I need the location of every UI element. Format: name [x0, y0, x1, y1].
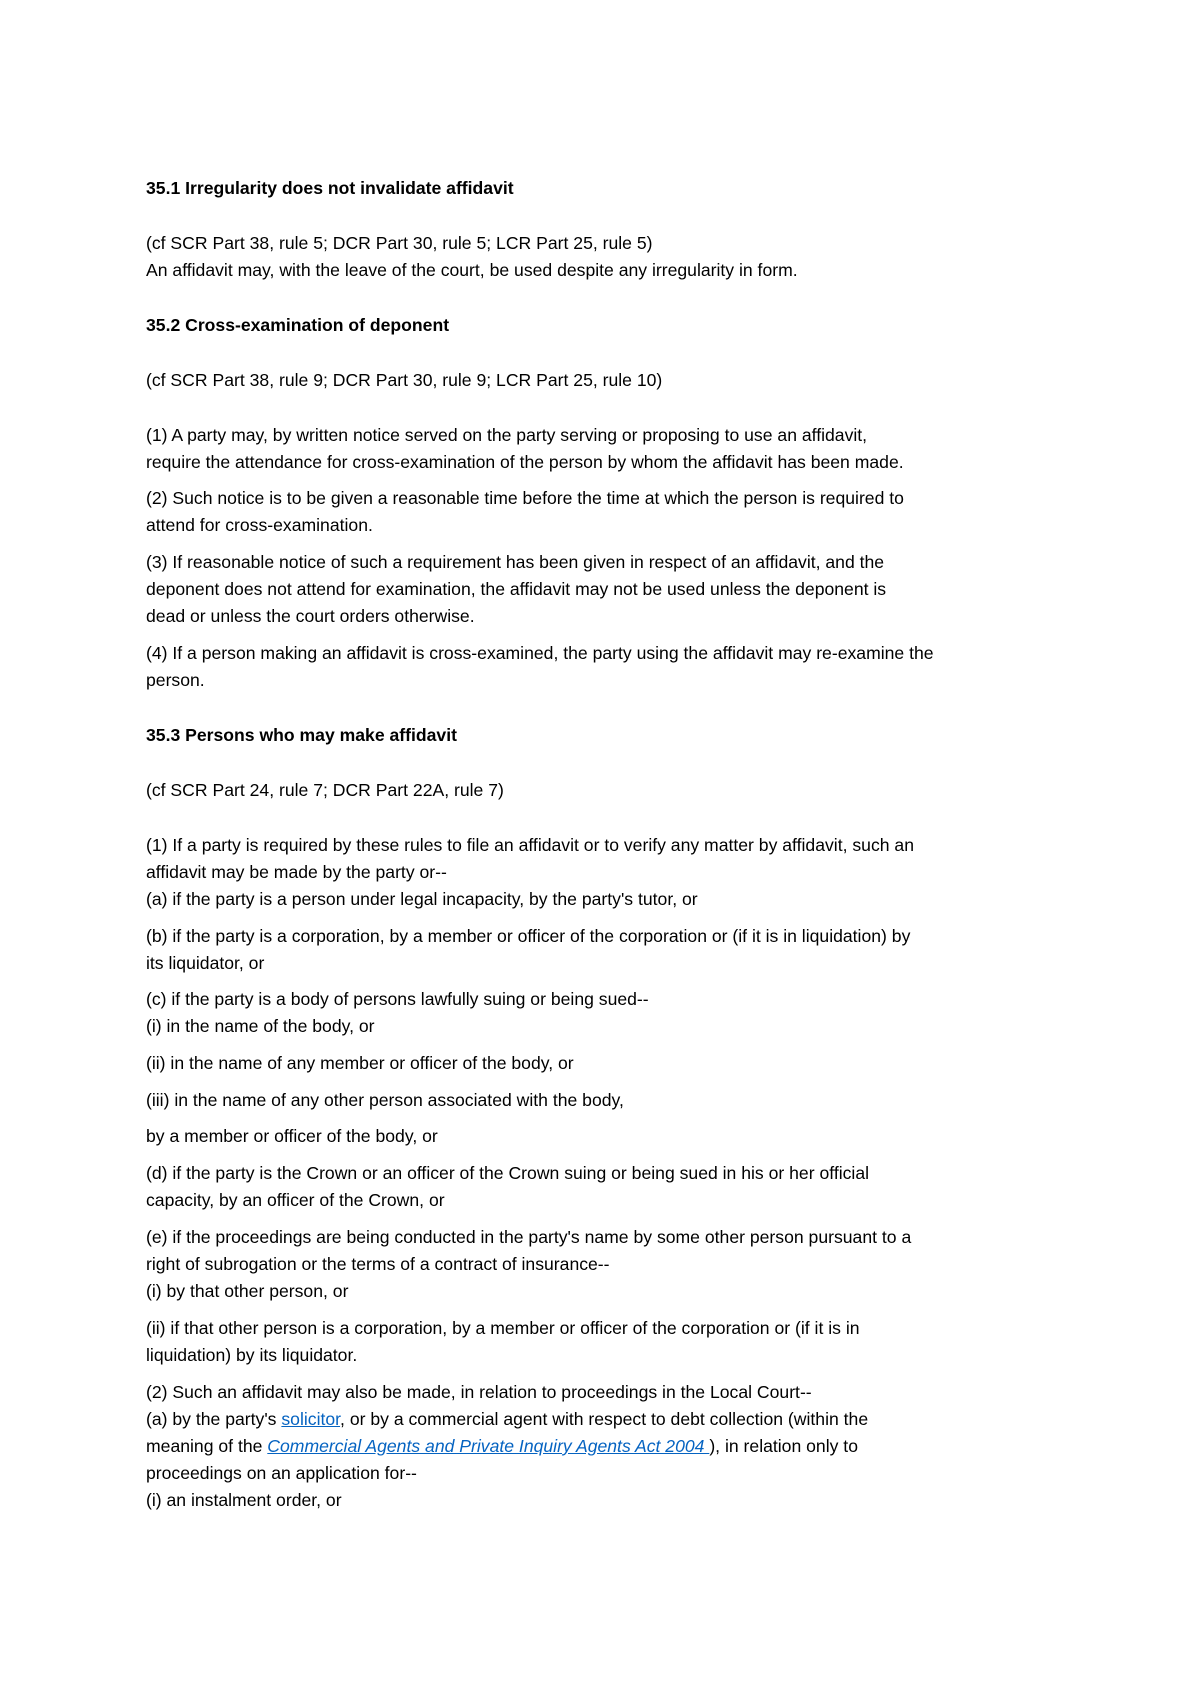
section-heading: 35.3 Persons who may make affidavit: [146, 725, 457, 745]
list-item: capacity, by an officer of the Crown, or: [146, 1190, 445, 1210]
list-item: (i) an instalment order, or: [146, 1490, 342, 1510]
solicitor-link[interactable]: solicitor: [281, 1409, 341, 1429]
list-item: (d) if the party is the Crown or an officer of the Crown suing or being sued in his or her official: [146, 1163, 870, 1183]
paragraph: (1) If a party is required by these rules to file an affidavit or to verify any matter by affidavit, such an: [146, 835, 914, 855]
list-item-text: ), in relation only to: [709, 1436, 858, 1456]
list-item: right of subrogation or the terms of a contract of insurance--: [146, 1254, 610, 1274]
list-item: (i) by that other person, or: [146, 1281, 349, 1301]
paragraph: (4) If a person making an affidavit is cross-examined, the party using the affidavit may re-examine the: [146, 643, 934, 663]
act-link[interactable]: Commercial Agents and Private Inquiry Agents Act 2004: [267, 1436, 710, 1456]
section-reference: (cf SCR Part 38, rule 5; DCR Part 30, rule 5; LCR Part 25, rule 5): [146, 233, 653, 253]
paragraph: An affidavit may, with the leave of the court, be used despite any irregularity in form.: [146, 260, 798, 280]
list-item: (iii) in the name of any other person associated with the body,: [146, 1090, 624, 1110]
section-heading: 35.2 Cross-examination of deponent: [146, 315, 450, 335]
section-reference: (cf SCR Part 24, rule 7; DCR Part 22A, rule 7): [146, 780, 504, 800]
list-item: by a member or officer of the body, or: [146, 1126, 438, 1146]
list-item: its liquidator, or: [146, 953, 265, 973]
paragraph: (2) Such notice is to be given a reasonable time before the time at which the person is required to: [146, 488, 904, 508]
list-item: liquidation) by its liquidator.: [146, 1345, 358, 1365]
list-item: (a) if the party is a person under legal incapacity, by the party's tutor, or: [146, 889, 698, 909]
list-item: (ii) if that other person is a corporation, by a member or officer of the corporation or (if it is in: [146, 1318, 860, 1338]
paragraph: person.: [146, 670, 205, 690]
paragraph: (1) A party may, by written notice served on the party serving or proposing to use an affidavit,: [146, 425, 868, 445]
section-heading: 35.1 Irregularity does not invalidate affidavit: [146, 178, 514, 198]
list-item: (i) in the name of the body, or: [146, 1016, 375, 1036]
list-item-text: , or by a commercial agent with respect to debt collection (within the: [340, 1409, 869, 1429]
paragraph: attend for cross-examination.: [146, 515, 373, 535]
list-item: (e) if the proceedings are being conducted in the party's name by some other person pursuant to a: [146, 1227, 912, 1247]
paragraph: deponent does not attend for examination, the affidavit may not be used unless the deponent is: [146, 579, 887, 599]
list-item-text: meaning of the: [146, 1436, 268, 1456]
paragraph: affidavit may be made by the party or--: [146, 862, 447, 882]
section-reference: (cf SCR Part 38, rule 9; DCR Part 30, rule 9; LCR Part 25, rule 10): [146, 370, 663, 390]
list-item-text: (a) by the party's: [146, 1409, 282, 1429]
list-item: (c) if the party is a body of persons lawfully suing or being sued--: [146, 989, 649, 1009]
list-item: proceedings on an application for--: [146, 1463, 417, 1483]
paragraph: require the attendance for cross-examination of the person by whom the affidavit has been made.: [146, 452, 904, 472]
list-item: [146, 1435, 858, 1457]
paragraph: (3) If reasonable notice of such a requirement has been given in respect of an affidavit, and the: [146, 552, 885, 572]
paragraph: dead or unless the court orders otherwise.: [146, 606, 475, 626]
list-item: (b) if the party is a corporation, by a member or officer of the corporation or (if it is in liquidation) by: [146, 926, 911, 946]
list-item: [146, 1408, 868, 1430]
list-item: (ii) in the name of any member or officer of the body, or: [146, 1053, 574, 1073]
paragraph: (2) Such an affidavit may also be made, in relation to proceedings in the Local Court--: [146, 1382, 812, 1402]
